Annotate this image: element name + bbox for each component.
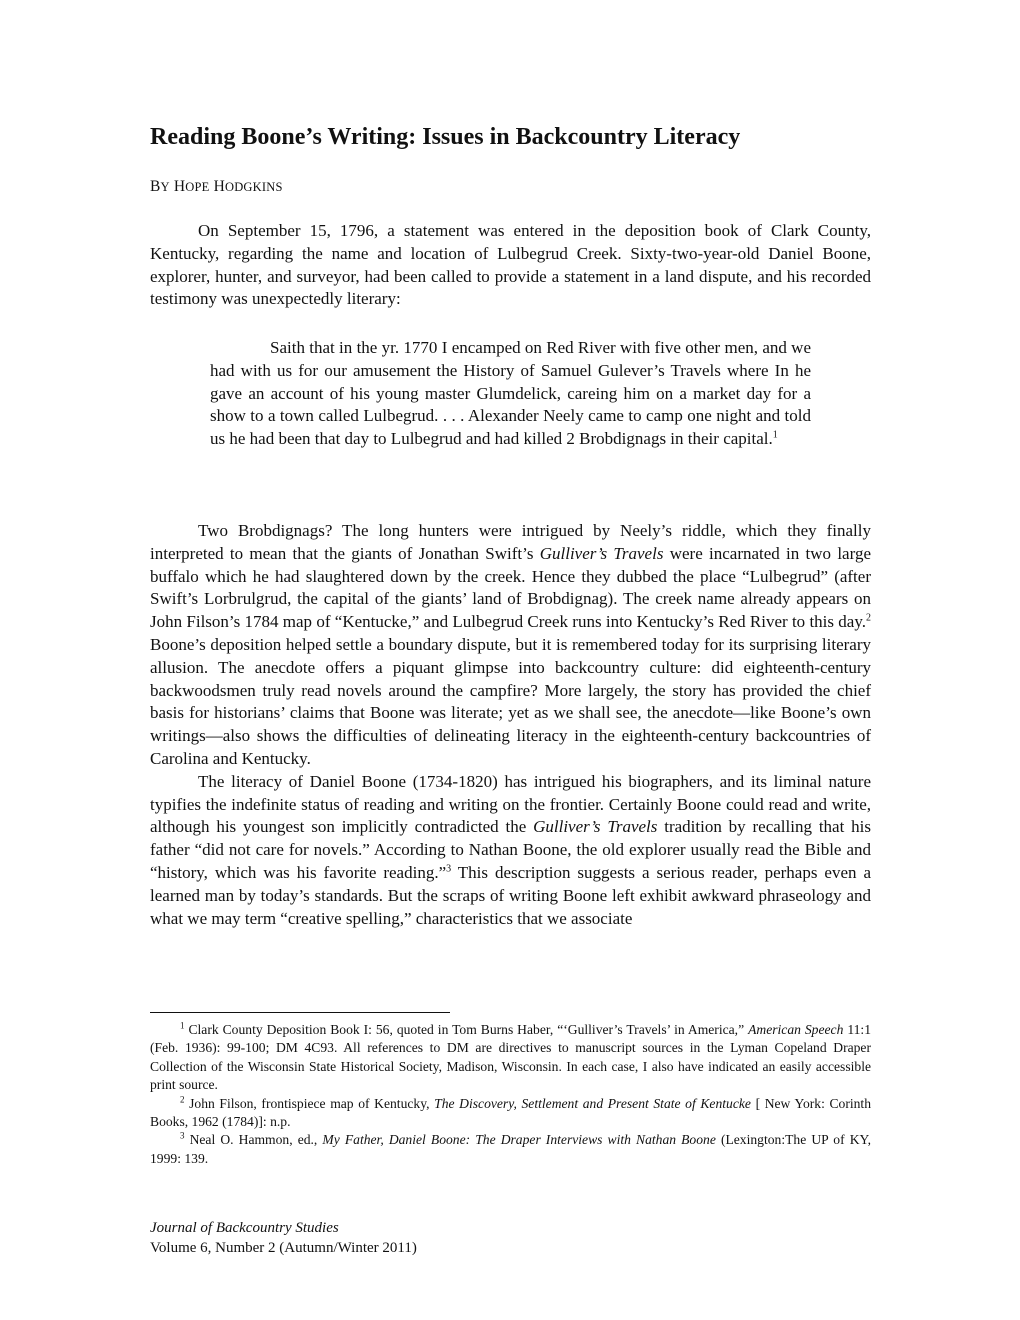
article-title: Reading Boone’s Writing: Issues in Backcountry Literacy xyxy=(150,124,741,150)
footer-issue: Volume 6, Number 2 (Autumn/Winter 2011) xyxy=(150,1240,417,1256)
author-last-initial: H xyxy=(213,178,225,195)
page-footer xyxy=(150,1218,417,1258)
footnote-2-mark: 2 xyxy=(180,1094,185,1105)
block-quote-text: Saith that in the yr. 1770 I encamped on Red River with five other men, and we had with us for our amusement the History of Samuel Gulever’s Travels where In he gave an account of his young master Glumdelick, careing him on a market day for a show to a town called Lulbegrud. . . . Alexander Neely came to camp one night and told us he had been that day to Lulbegrud and had killed 2 Brobdignags in their capital. xyxy=(210,338,811,449)
footnote-3 xyxy=(150,1131,871,1168)
paragraph-2 xyxy=(150,520,871,771)
footer-journal-name: Journal of Backcountry Studies xyxy=(150,1220,339,1236)
footnotes xyxy=(150,1021,871,1168)
author-byline xyxy=(150,177,283,197)
paragraph-3-part-a: The literacy of Daniel Boone (1734-1820) has intrigued his biographers, and its liminal nature typifies the indefinite status of reading and writing on the frontier. Certainly Boone could read and write, although his youngest son implicitly contradicted the xyxy=(150,771,871,837)
byline-prefix-initial: B xyxy=(150,178,161,195)
author-first-rest: OPE xyxy=(185,180,210,194)
intro-paragraph xyxy=(150,220,871,311)
footnote-ref-3[interactable]: 3 xyxy=(446,863,452,875)
paragraph-2-part-b: were incarnated in two large buffalo which he had slaughtered down by the creek. Hence they dubbed the place “Lulbegrud” (after Swift’s Lorbrulgrud, the capital of the giants’ land of Brobdignag). The creek name already appears on John Filson’s 1784 map of “Kentucke,” and Lulbegrud Creek runs into Kentucky’s Red River to this day. xyxy=(150,543,871,632)
footnote-1-journal: American Speech xyxy=(748,1022,844,1037)
main-text xyxy=(150,520,871,930)
footnote-ref-1[interactable]: 1 xyxy=(772,429,778,441)
footnote-1 xyxy=(150,1021,871,1095)
footnote-2 xyxy=(150,1095,871,1132)
footnote-2-part-b: [ New York: Corinth Books, 1962 (1784)]: n.p. xyxy=(150,1095,871,1130)
footnote-3-mark: 3 xyxy=(180,1130,185,1141)
paragraph-3-part-b: tradition by recalling that his father “did not care for novels.” According to Nathan Boone, the old explorer usually read the Bible and “history, which was his favorite reading.” xyxy=(150,817,871,882)
footnote-2-title: The Discovery, Settlement and Present State of Kentucke xyxy=(434,1095,751,1111)
paragraph-2-part-c: Boone’s deposition helped settle a boundary dispute, but it is remembered today for its surprising literary allusion. The anecdote offers a piquant glimpse into backcountry culture: did eighteenth-century backwoodsmen truly read novels around the campfire? More largely, the story has provided the chief basis for historians’ claims that Boone was literate; yet as we shall see, the anecdote—like Boone’s own writings—also shows the difficulties of delineating literacy in the eighteenth-century backcountries of Carolina and Kentucky. xyxy=(150,634,871,768)
footnote-2-part-a: John Filson, frontispiece map of Kentucky, xyxy=(184,1095,435,1111)
footnote-3-title: My Father, Daniel Boone: The Draper Interviews with Nathan Boone xyxy=(322,1132,716,1148)
book-title-gullivers-travels: Gulliver’s Travels xyxy=(539,543,664,563)
paragraph-3 xyxy=(150,771,871,931)
book-title-gullivers-travels-2: Gulliver’s Travels xyxy=(533,817,658,837)
footnote-ref-2[interactable]: 2 xyxy=(866,612,871,624)
footnote-divider xyxy=(150,1012,450,1013)
paragraph-2-part-a: Two Brobdignags? The long hunters were intrigued by Neely’s riddle, which they finally interpreted to mean that the giants of Jonathan Swift’s xyxy=(150,521,871,563)
paragraph-3-part-c: This description suggests a serious reader, perhaps even a learned man by today’s standards. But the scraps of writing Boone left exhibit awkward phraseology and what we may term “creative spelling,” characteristics that we associate xyxy=(150,862,871,928)
footnote-3-part-a: Neal O. Hammon, ed., xyxy=(184,1132,323,1148)
author-first-initial: H xyxy=(173,178,186,195)
footnote-1-part-b: 11:1 (Feb. 1936): 99-100; DM 4C93. All references to DM are directives to manuscript sources in the Lyman Copeland Draper Collection of the Wisconsin State Historical Society, Madison, Wisconsin. In each case, I also have indicated an easily accessible print source. xyxy=(150,1022,871,1093)
footnote-1-part-a: Clark County Deposition Book I: 56, quoted in Tom Burns Haber, “‘Gulliver’s Travels’ in America,” xyxy=(184,1022,749,1037)
footnote-3-part-b: (Lexington:The UP of KY, 1999: 139. xyxy=(150,1132,871,1166)
footnote-1-mark: 1 xyxy=(180,1020,185,1031)
author-last-rest: ODGKINS xyxy=(224,180,283,194)
byline-prefix-rest: Y xyxy=(160,180,170,194)
paragraph-1: On September 15, 1796, a statement was entered in the deposition book of Clark County, Kentucky, regarding the name and location of Lulbegrud Creek. Sixty-two-year-old Daniel Boone, explorer, hunter, and surveyor, had been called to provide a statement in a land dispute, and his recorded testimony was unexpectedly literary: xyxy=(150,221,871,309)
block-quote xyxy=(210,337,811,451)
